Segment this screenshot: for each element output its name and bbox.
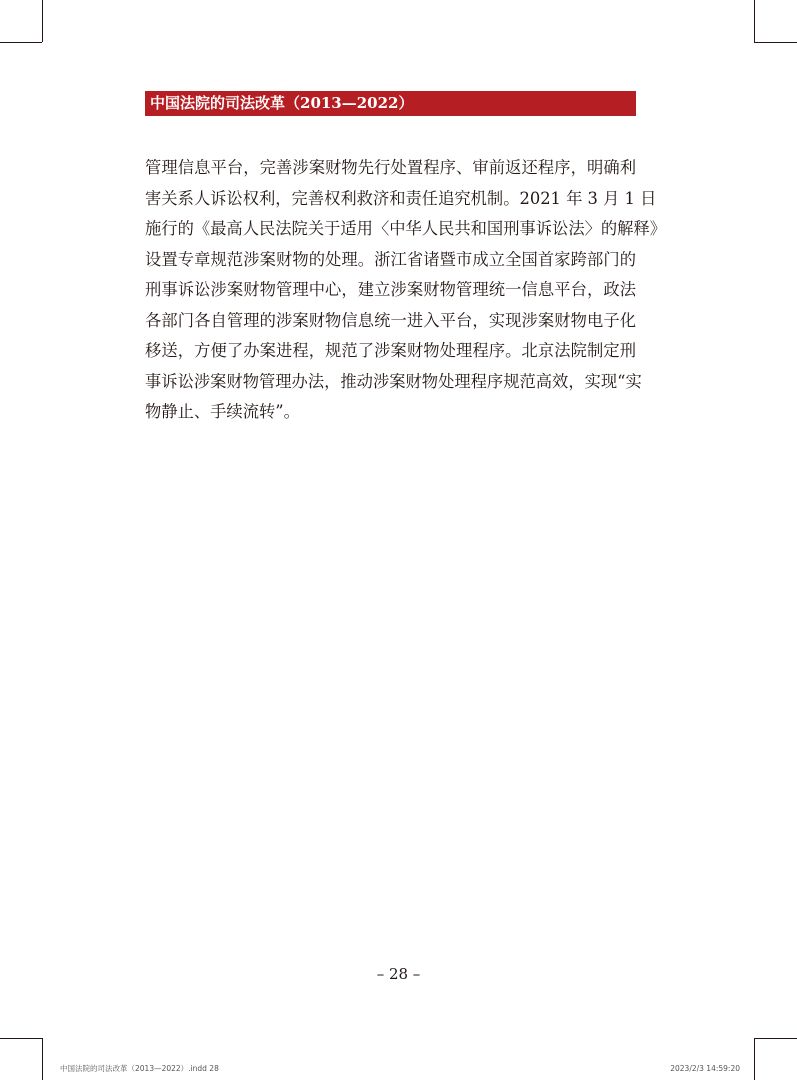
slug-timestamp: 2023/2/3 14:59:20 (670, 1064, 740, 1073)
text-line: 事诉讼涉案财物管理办法，推动涉案财物处理程序规范高效，实现“实 (145, 371, 642, 391)
body-paragraph (145, 153, 667, 428)
running-header-title: 中国法院的司法改革（2013—2022） (150, 94, 414, 112)
text-line: 管理信息平台，完善涉案财物先行处置程序、审前返还程序，明确利 (145, 158, 636, 177)
text-line: 施行的《最高人民法院关于适用〈中华人民共和国刑事诉讼法〉的解释》 (145, 219, 667, 238)
text-line: 刑事诉讼涉案财物管理中心，建立涉案财物管理统一信息平台，政法 (145, 280, 636, 299)
text-line: 设置专章规范涉案财物的处理。浙江省诸暨市成立全国首家跨部门的 (145, 249, 636, 269)
text-line: 物静止、手续流转”。 (145, 402, 300, 421)
crop-mark (0, 42, 42, 43)
text-line: 害关系人诉讼权利，完善权利救济和责任追究机制。2021 年 3 月 1 日 (145, 188, 657, 208)
slug-file-name: 中国法院的司法改革（2013—2022）.indd 28 (60, 1064, 219, 1073)
text-line: 各部门各自管理的涉案财物信息统一进入平台，实现涉案财物电子化 (145, 310, 636, 330)
crop-mark (42, 0, 43, 42)
crop-mark (754, 1038, 797, 1039)
crop-mark (754, 42, 797, 43)
running-header (145, 91, 636, 116)
crop-mark (42, 1038, 43, 1080)
crop-mark (0, 1038, 42, 1039)
page-number: – 28 – (376, 965, 421, 983)
text-line: 移送，方便了办案进程，规范了涉案财物处理程序。北京法院制定刑 (145, 341, 636, 360)
crop-mark (754, 1038, 755, 1080)
crop-mark (754, 0, 755, 42)
